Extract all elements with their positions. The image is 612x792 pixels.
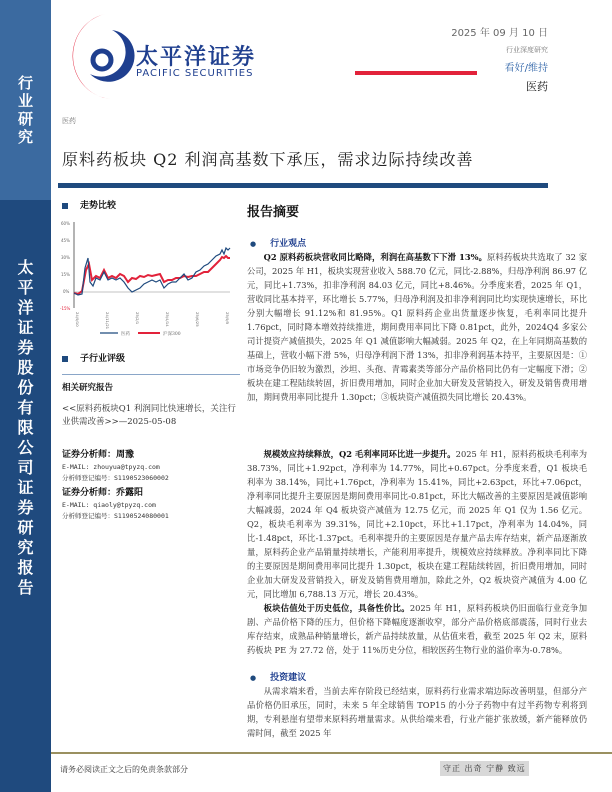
analyst-1-name: 证券分析师：周豫	[62, 450, 135, 460]
paragraph-3: 板块估值处于历史低位，具备性价比。2025 年 H1，原料药板块仍旧面临行业竞争加剧、产品价格下降的压力，但价格下降幅度逐渐收窄，部分产品价格底部震荡，同时行业去库存结束，成熟品种销量增长，新产品持续放量，从估值来看，截至 2025 年 Q2 末，原料药板块 PE 为 27.72 倍，处于 11%历史分位，相较医药生物行业的溢价率为-0.78%。	[247, 603, 587, 655]
x-tick: 25/4/14	[165, 312, 170, 327]
industry-rating: 看好/维持	[504, 63, 548, 74]
analyst-2-email[interactable]: E-MAIL: qiaoly@tpyzq.com	[62, 501, 156, 509]
paragraph-1: Q2 原料药板块营收同比略降，利润在高基数下下滑 13%。原料药板块共选取了 32 家公司，2025 年 H1，板块实现营业收入 588.70 亿元，同比-2.88%，归母净利润 86.97 亿元，同比+1.73%，扣非净利润 84.03 亿元，同比+8.46%。分季度来看，2025 年 Q1，营收同比基本持平，环比增长 5.77%，归母净利润及扣非净利润同比均实现快速增长，环比分别大幅增长 91.12%和 81.95%。Q1 原料药企业出货量逐步恢复，毛利率同比提升 1.76pct，同时降本增效持续推进，期间费用率同比下降 0.81pct，此外，2024Q4 多家公司计提资产减值损失，2025 年 Q1 减值影响大幅减弱。2025 年 Q2，在上年同期高基数的基础上，营收小幅下滑 5%，归母净利润下滑 13%，扣非净利润基本持平，主要原因是：①市场竞争仍旧较为激烈，沙坦、头孢、青霉素类等部分产品价格同比仍有一定幅度下滑；②板块在建工程陆续转固，折旧费用增加，同时企业加大研发及营销投入，研发及销售费用增加，期间费用率同比提升 1.30pct；③板块资产减值损失同比增长 20.43%。	[247, 252, 587, 402]
logo-english-text: PACIFIC SECURITIES	[136, 68, 254, 79]
trend-heading: 走势比较	[62, 198, 116, 211]
related-reports-heading: 相关研究报告	[62, 383, 114, 393]
x-tick: 25/2/1	[135, 312, 140, 325]
sidebar-company-label: 太 平 洋 证 券 股 份 有 限 公 司 证 券 研 究 报 告	[17, 258, 34, 597]
y-tick: 30%	[61, 255, 70, 260]
logo-chinese-text: 太平洋证券	[136, 45, 257, 70]
sub-rating-heading: 子行业评级	[62, 351, 125, 364]
sidebar-industry-research-label: 行 业 研 究	[17, 74, 33, 146]
analyst-2-reg: 分析师登记编号：S1190524080001	[62, 512, 169, 520]
summary-heading: 报告摘要	[247, 205, 300, 220]
analyst-1-email[interactable]: E-MAIL: zhouyua@tpyzq.com	[62, 463, 160, 471]
trend-chart	[60, 220, 245, 338]
y-tick: 45%	[61, 238, 70, 243]
header-accent-line	[355, 71, 477, 75]
footer-motto: 守正 出奇 宁静 致远	[440, 761, 529, 776]
breadcrumb: 医药	[62, 117, 76, 125]
footer-disclaimer: 请务必阅读正文之后的免责条款部分	[60, 765, 188, 774]
header-sector: 医药	[526, 80, 548, 93]
y-tick: 15%	[61, 272, 70, 277]
legend-series-1: 医药	[121, 332, 130, 337]
related-report-link[interactable]: <<原料药板块Q1 利润同比快速增长，关注行业供需改善>>—2025-05-08	[62, 404, 236, 427]
bullet-industry-view: ● 行业观点	[250, 236, 306, 249]
x-tick: 24/11/21	[105, 312, 110, 330]
analyst-2-name: 证券分析师：乔露阳	[62, 488, 144, 498]
y-tick: 0%	[63, 289, 70, 294]
bullet-investment-advice: ● 投资建议	[250, 670, 306, 683]
footer-divider	[51, 752, 612, 754]
left-divider	[62, 374, 240, 375]
header-meta	[451, 24, 548, 74]
square-bullet-icon	[62, 356, 68, 362]
square-bullet-icon	[62, 203, 68, 209]
report-type: 行业深度研究	[506, 46, 548, 54]
y-tick: 60%	[61, 221, 70, 226]
report-date: 2025 年 09 月 10 日	[451, 28, 548, 39]
x-tick: 25/9/5	[225, 312, 230, 325]
x-tick: 25/6/25	[195, 312, 200, 327]
legend-series-2: 沪深300	[163, 332, 181, 337]
paragraph-4: 从需求端来看，当前去库存阶段已经结束，原料药行业需求端边际改善明显，但部分产品价格仍旧承压，同时，未来 5 年全球销售 TOP15 的小分子药物中有过半药物专利将到期，专利悬崖有望带来原料药增量需求。从供给端来看，行业产能扩张放缓，新产能释放仍需时间，截至 2025 年	[247, 686, 587, 738]
title-divider	[58, 183, 548, 188]
x-tick: 24/9/10	[75, 312, 80, 327]
page-title: 原料药板块 Q2 利润高基数下承压，需求边际持续改善	[62, 150, 474, 169]
y-tick: -15%	[60, 306, 71, 311]
logo-emblem-icon	[60, 12, 140, 102]
paragraph-2: 规模效应持续释放，Q2 毛利率同环比进一步提升。2025 年 H1，原料药板块毛利率为 38.73%，同比+1.92pct，净利率为 14.77%，同比+0.67pct。分季度来看，Q1 板块毛利率为 38.14%，同比+1.76pct，净利率为 15.41%，同比+2.63pct，环比+7.06pct，净利率同比提升主要原因是期间费用率同比-0.81pct，环比大幅改善的主要原因是减值影响大幅减弱，2024 年 Q4 板块资产减值为 12.75 亿元，而 2025 年 Q1 仅为 1.56 亿元。Q2，板块毛利率为 39.31%，同比+2.10pct，环比+1.17pct，净利率为 14.04%，同比-1.48pct，环比-1.37pct。毛利率提升的主要原因是存量产品去库存结束，新产品逐渐放量，原料药企业产品销量持续增长，产能利用率提升，规模效应持续释放。净利率同比下降的主要原因是期间费用率同比提升 1.30pct，板块在建工程陆续转固，折旧费用增加，同时企业加大研发及营销投入，研发及销售费用增加，除此之外，Q2 板块资产减值为 4.00 亿元，同比增加 6,788.13 万元，增长 20.43%。	[247, 449, 587, 599]
analyst-1-reg: 分析师登记编号：S1190523060002	[62, 474, 169, 482]
